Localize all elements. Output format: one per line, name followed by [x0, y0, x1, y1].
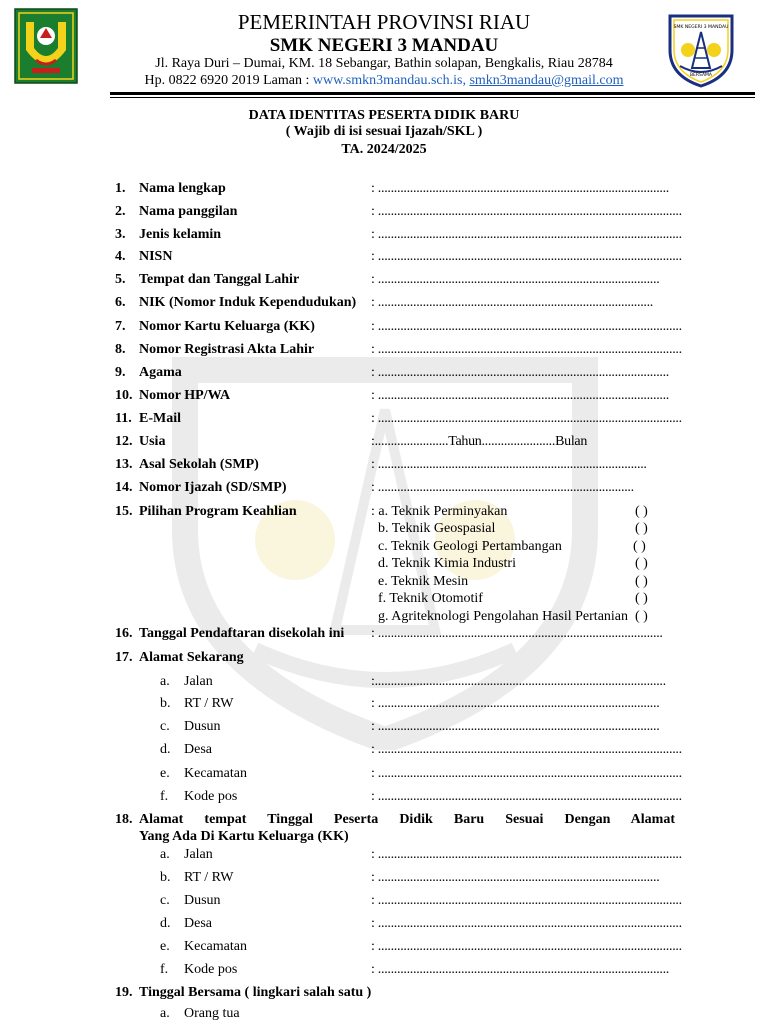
sub-letter: e.: [160, 766, 170, 781]
field-blank[interactable]: : ........................................................................................: [371, 272, 660, 287]
sub-letter: c.: [160, 893, 170, 908]
field-blank[interactable]: : ...............................................................................................: [371, 742, 682, 757]
website-link[interactable]: www.smkn3mandau.sch.is,: [312, 73, 466, 88]
field-number: 19.: [115, 985, 133, 1000]
sub-label: RT / RW: [184, 696, 234, 711]
option-checkbox[interactable]: ( ): [635, 556, 648, 571]
field-blank[interactable]: : ...............................................................................................: [371, 342, 682, 357]
field-number: 14.: [115, 480, 133, 495]
address-subrow: [0, 766, 768, 786]
field-label: Nomor HP/WA: [139, 388, 231, 403]
phone-text: Hp. 0822 6920 2019 Laman :: [144, 73, 313, 88]
sub-letter: f.: [160, 962, 169, 977]
field-blank[interactable]: : ...........................................................................................: [371, 365, 669, 380]
field-number: 3.: [115, 227, 126, 242]
sub-label: Dusun: [184, 719, 221, 734]
field-row: [0, 342, 768, 362]
option-checkbox[interactable]: ( ): [635, 609, 648, 624]
field-row: [0, 249, 768, 269]
field-label: Pilihan Program Keahlian: [139, 504, 297, 519]
sub-letter: d.: [160, 916, 171, 931]
sub-letter: d.: [160, 742, 171, 757]
field-row: [0, 626, 768, 646]
field-blank[interactable]: : ...............................................................................................: [371, 847, 682, 862]
sub-label: Jalan: [184, 674, 213, 689]
field-number: 16.: [115, 626, 133, 641]
field-row: [0, 181, 768, 201]
field-label: Nama panggilan: [139, 204, 238, 219]
field-label: E-Mail: [139, 411, 181, 426]
field-blank[interactable]: :.......................Tahun.......................Bulan: [371, 434, 588, 449]
field-row: [0, 480, 768, 500]
option-subrow: [0, 1006, 768, 1026]
field-row: [0, 434, 768, 454]
address-subrow: [0, 939, 768, 959]
address-subrow: [0, 847, 768, 867]
field-blank[interactable]: : ......................................................................................: [371, 295, 653, 310]
address-subrow: [0, 742, 768, 762]
sub-label: Jalan: [184, 847, 213, 862]
address-subrow: [0, 674, 768, 694]
option-checkbox[interactable]: ( ): [635, 574, 648, 589]
address-subrow: [0, 719, 768, 739]
field-number: 18.: [115, 812, 133, 827]
address-subrow: [0, 696, 768, 716]
program-option[interactable]: d. Teknik Kimia Industri: [378, 556, 516, 571]
school-address: Jl. Raya Duri – Dumai, KM. 18 Sebangar, Bathin solapan, Bengkalis, Riau 28784: [155, 56, 613, 71]
field-row: [0, 457, 768, 477]
address-subrow: [0, 962, 768, 982]
sub-letter: f.: [160, 789, 169, 804]
school-shield-logo: [666, 10, 736, 88]
sub-letter: a.: [160, 674, 170, 689]
logo-top-text: SMK NEGERI 3 MANDAU: [673, 25, 729, 30]
field-label: Nama lengkap: [139, 181, 226, 196]
field-blank[interactable]: : ...............................................................................................: [371, 411, 682, 426]
sub-label: Desa: [184, 742, 212, 757]
field-number: 1.: [115, 181, 126, 196]
program-option[interactable]: c. Teknik Geologi Pertambangan: [378, 539, 562, 554]
field-blank[interactable]: : ........................................................................................: [371, 870, 660, 885]
field-number: 7.: [115, 319, 126, 334]
field-blank[interactable]: : ...........................................................................................: [371, 181, 669, 196]
field-row: [0, 319, 768, 339]
field-row: [0, 388, 768, 408]
school-name: SMK NEGERI 3 MANDAU: [269, 35, 499, 56]
field-row: [0, 365, 768, 385]
program-option[interactable]: f. Teknik Otomotif: [378, 591, 483, 606]
field-number: 4.: [115, 249, 126, 264]
sub-letter: a.: [160, 1006, 170, 1021]
field-number: 5.: [115, 272, 126, 287]
field-row: [0, 411, 768, 431]
field-label: Agama: [139, 365, 182, 380]
option-checkbox[interactable]: ( ): [635, 521, 648, 536]
field-blank[interactable]: : ...............................................................................................: [371, 893, 682, 908]
field-blank[interactable]: : ........................................................................................: [371, 696, 660, 711]
field-blank[interactable]: :...........................................................................................: [371, 674, 666, 689]
address-subrow: [0, 870, 768, 890]
form-title: DATA IDENTITAS PESERTA DIDIK BARU: [248, 108, 520, 123]
option-checkbox[interactable]: ( ): [635, 504, 648, 519]
sub-label: Desa: [184, 916, 212, 931]
field-blank[interactable]: : ...............................................................................................: [371, 204, 682, 219]
academic-year: TA. 2024/2025: [341, 142, 427, 157]
field-blank[interactable]: : ........................................................................................: [371, 719, 660, 734]
header-rule-thick: [110, 92, 755, 95]
field-blank[interactable]: : ...............................................................................................: [371, 227, 682, 242]
field-number: 11.: [115, 411, 132, 426]
field-blank[interactable]: : ...........................................................................................: [371, 388, 669, 403]
program-option[interactable]: e. Teknik Mesin: [378, 574, 469, 589]
field-number: 6.: [115, 295, 126, 310]
field-blank[interactable]: : ...............................................................................................: [371, 766, 682, 781]
sub-letter: c.: [160, 719, 170, 734]
field-label: Asal Sekolah (SMP): [139, 457, 259, 472]
sub-letter: b.: [160, 870, 171, 885]
field-label: Nomor Ijazah (SD/SMP): [139, 480, 287, 495]
sub-label: Kecamatan: [184, 939, 247, 954]
field-blank[interactable]: : ...........................................................................................: [371, 962, 669, 977]
program-option[interactable]: : a. Teknik Perminyakan: [371, 504, 508, 519]
field-label: Tanggal Pendaftaran disekolah ini: [139, 626, 345, 641]
field-blank[interactable]: : ................................................................................: [371, 480, 634, 495]
option-checkbox[interactable]: ( ): [635, 591, 648, 606]
address-subrow: [0, 789, 768, 809]
form-subtitle: ( Wajib di isi sesuai Ijazah/SKL ): [285, 124, 483, 139]
email-link[interactable]: smkn3mandau@gmail.com: [469, 73, 624, 88]
field-number: 15.: [115, 504, 133, 519]
program-option[interactable]: g. Agriteknologi Pengolahan Hasil Pertanian: [378, 609, 629, 624]
field-row: [0, 985, 768, 1005]
field-label-line2: Yang Ada Di Kartu Keluarga (KK): [139, 829, 349, 844]
field-row: [0, 295, 768, 315]
field-blank[interactable]: : ...............................................................................................: [371, 319, 682, 334]
government-name: PEMERINTAH PROVINSI RIAU: [237, 10, 531, 34]
field-label: Alamat Sekarang: [139, 650, 244, 665]
sub-letter: e.: [160, 939, 170, 954]
field-row: [0, 272, 768, 292]
field-number: 17.: [115, 650, 133, 665]
field-blank[interactable]: : ...............................................................................................: [371, 249, 682, 264]
field-row: [0, 227, 768, 247]
sub-label: Kode pos: [184, 962, 238, 977]
field-blank[interactable]: : ...............................................................................................: [371, 916, 682, 931]
field-label-line1: Alamat tempat Tinggal Peserta Didik Baru Sesuai Dengan Alamat: [139, 812, 675, 827]
sub-label: Dusun: [184, 893, 221, 908]
sub-letter: a.: [160, 847, 170, 862]
field-number: 2.: [115, 204, 126, 219]
option-checkbox[interactable]: ( ): [633, 539, 646, 554]
field-blank[interactable]: : ...............................................................................................: [371, 789, 682, 804]
field-label: Nomor Registrasi Akta Lahir: [139, 342, 315, 357]
field-number: 13.: [115, 457, 133, 472]
sub-label[interactable]: Orang tua: [184, 1006, 240, 1021]
field-blank[interactable]: : .........................................................................................: [371, 626, 663, 641]
logo-bottom-text: BERSAMA: [689, 73, 713, 78]
field-row: [0, 204, 768, 224]
contact-line: [0, 73, 768, 89]
field-blank[interactable]: : ...............................................................................................: [371, 939, 682, 954]
program-option[interactable]: b. Teknik Geospasial: [378, 521, 496, 536]
field-label: Usia: [139, 434, 166, 449]
sub-letter: b.: [160, 696, 171, 711]
field-label: NISN: [139, 249, 173, 264]
field-number: 8.: [115, 342, 126, 357]
field-label: Jenis kelamin: [139, 227, 222, 242]
field-row: [0, 650, 768, 670]
field-label: Nomor Kartu Keluarga (KK): [139, 319, 315, 334]
field-label: Tempat dan Tanggal Lahir: [139, 272, 300, 287]
field-number: 9.: [115, 365, 126, 380]
sub-label: Kecamatan: [184, 766, 247, 781]
field-number: 10.: [115, 388, 133, 403]
field-blank[interactable]: : ....................................................................................: [371, 457, 647, 472]
field-label: Tinggal Bersama ( lingkari salah satu ): [139, 985, 372, 1000]
sub-label: Kode pos: [184, 789, 238, 804]
field-label: NIK (Nomor Induk Kependudukan): [139, 295, 357, 310]
address-subrow: [0, 893, 768, 913]
field-number: 12.: [115, 434, 133, 449]
header-rule-thin: [110, 97, 755, 98]
address-subrow: [0, 916, 768, 936]
sub-label: RT / RW: [184, 870, 234, 885]
